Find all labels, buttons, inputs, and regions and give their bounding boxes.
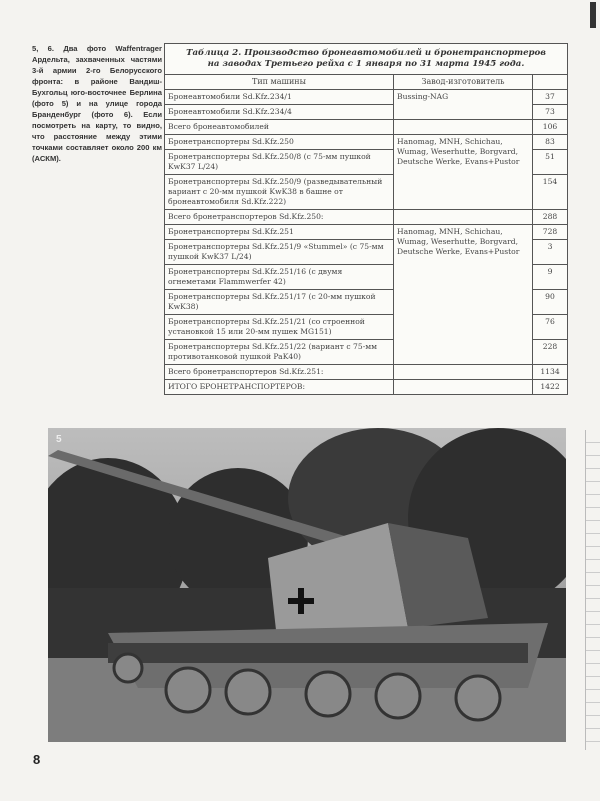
cell-count: 1422 xyxy=(533,380,568,395)
table-row xyxy=(165,135,567,150)
cell-type: Бронеавтомобили Sd.Kfz.234/1 xyxy=(165,90,394,105)
cell-type: Всего бронетранспортеров Sd.Kfz.251: xyxy=(165,365,394,380)
cell-count: 73 xyxy=(533,105,568,120)
cell-type: Всего бронеавтомобилей xyxy=(165,120,394,135)
cell-type: ИТОГО БРОНЕТРАНСПОРТЕРОВ: xyxy=(165,380,394,395)
cell-count: 83 xyxy=(533,135,568,150)
cell-type: Бронетранспортеры Sd.Kfz.250 xyxy=(165,135,394,150)
cell-factory-empty xyxy=(394,210,533,225)
cell-count: 9 xyxy=(533,265,568,290)
adjacent-page-edge xyxy=(585,430,600,750)
cell-type: Бронетранспортеры Sd.Kfz.251/17 (с 20-мм пушкой KwK38) xyxy=(165,290,394,315)
table-header-row xyxy=(165,75,567,90)
cell-factory-empty xyxy=(394,365,533,380)
page-edge-mark xyxy=(590,2,596,28)
cell-count: 76 xyxy=(533,315,568,340)
cell-factory: Hanomag, MNH, Schichau, Wumag, Weserhutte, Borgvard, Deutsche Werke, Evans+Pustor xyxy=(394,135,533,210)
table-body xyxy=(165,75,567,394)
photo-waffentrager xyxy=(48,428,566,742)
table-row-total xyxy=(165,210,567,225)
cell-factory-empty xyxy=(394,380,533,395)
cell-factory-empty xyxy=(394,120,533,135)
cell-factory: Bussing-NAG xyxy=(394,90,533,120)
header-count xyxy=(533,75,568,90)
cell-count: 106 xyxy=(533,120,568,135)
cell-count: 3 xyxy=(533,240,568,265)
table-title-line: Таблица 2. Производство бронеавтомобилей и бронетранспортеров xyxy=(186,48,546,58)
cell-type: Бронетранспортеры Sd.Kfz.251/21 (со строенной установкой 15 или 20-мм пушек MG151) xyxy=(165,315,394,340)
cell-type: Всего бронетранспортеров Sd.Kfz.250: xyxy=(165,210,394,225)
cell-type: Бронетранспортеры Sd.Kfz.251/22 (вариант с 75-мм противотанковой пушкой PaK40) xyxy=(165,340,394,365)
table-row-total xyxy=(165,365,567,380)
table-row xyxy=(165,90,567,105)
table-title xyxy=(165,44,567,75)
cell-count: 228 xyxy=(533,340,568,365)
table-row xyxy=(165,225,567,240)
cell-type: Бронетранспортеры Sd.Kfz.251 xyxy=(165,225,394,240)
cell-type: Бронетранспортеры Sd.Kfz.250/8 (с 75-мм пушкой KwK37 L/24) xyxy=(165,150,394,175)
header-factory: Завод-изготовитель xyxy=(394,75,533,90)
table-title-line: на заводах Третьего рейха с 1 января по 31 марта 1945 года. xyxy=(207,59,525,69)
page-number: 8 xyxy=(33,752,41,767)
cell-type: Бронетранспортеры Sd.Kfz.251/16 (с двумя огнеметами Flammwerfer 42) xyxy=(165,265,394,290)
cell-count: 90 xyxy=(533,290,568,315)
cell-type: Бронетранспортеры Sd.Kfz.251/9 «Stummel» (с 75-мм пушкой KwK37 L/24) xyxy=(165,240,394,265)
cell-count: 288 xyxy=(533,210,568,225)
table-row-grand-total xyxy=(165,380,567,395)
cell-type: Бронетранспортеры Sd.Kfz.250/9 (разведывательный вариант с 20-мм пушкой KwK38 в башне от бронеавтомобиля Sd.Kfz.222) xyxy=(165,175,394,210)
cell-count: 1134 xyxy=(533,365,568,380)
production-table xyxy=(164,43,568,395)
header-type: Тип машины xyxy=(165,75,394,90)
photo-image xyxy=(48,428,566,742)
photo-caption: 5, 6. Два фото Waffentrager Ардельта, захваченных частями 3-й армии 2-го Белорусского фронта: в районе Вандиш-Бухгольц юго-восточнее Берлина (фото 5) и на улице города Бранденбург (фото 6). Если посмотреть на карту, то видно, что расстояние между этими точками составляет около 200 км (АСКМ). xyxy=(32,44,162,163)
photo-number: 5 xyxy=(56,434,62,445)
cell-factory: Hanomag, MNH, Schichau, Wumag, Weserhutte, Borgvard, Deutsche Werke, Evans+Pustor xyxy=(394,225,533,365)
table-row-total xyxy=(165,120,567,135)
cell-count: 37 xyxy=(533,90,568,105)
cell-count: 51 xyxy=(533,150,568,175)
cell-count: 154 xyxy=(533,175,568,210)
cell-type: Бронеавтомобили Sd.Kfz.234/4 xyxy=(165,105,394,120)
cell-count: 728 xyxy=(533,225,568,240)
